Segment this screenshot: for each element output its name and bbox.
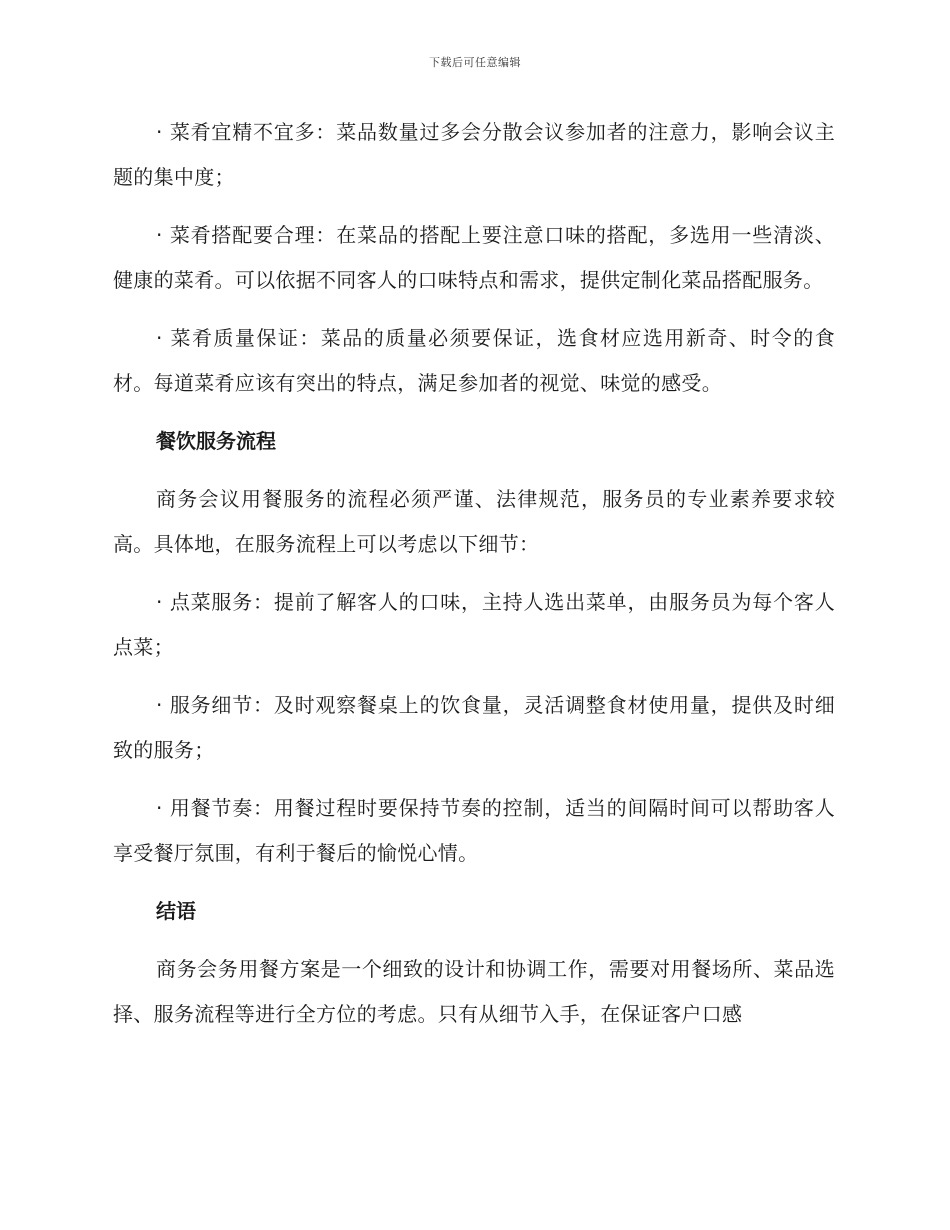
bullet-dishes-quantity: · 菜肴宜精不宜多：菜品数量过多会分散会议参加者的注意力，影响会议主题的集中度； <box>113 120 835 189</box>
conclusion-paragraph: 商务会务用餐方案是一个细致的设计和协调工作，需要对用餐场所、菜品选择、服务流程等进行全方位的考虑。只有从细节入手，在保证客户口感 <box>113 957 835 1026</box>
bullet-service-details: · 服务细节：及时观察餐桌上的饮食量，灵活调整食材使用量，提供及时细致的服务； <box>113 693 835 762</box>
bullet-dishes-pairing: · 菜肴搭配要合理：在菜品的搭配上要注意口味的搭配，多选用一些清淡、健康的菜肴。可以依据不同客人的口味特点和需求，提供定制化菜品搭配服务。 <box>113 223 835 292</box>
section-heading-service: 餐饮服务流程 <box>156 429 276 453</box>
service-intro-paragraph: 商务会议用餐服务的流程必须严谨、法律规范，服务员的专业素养要求较高。具体地，在服务流程上可以考虑以下细节： <box>113 487 835 556</box>
bullet-service-pacing: · 用餐节奏：用餐过程时要保持节奏的控制，适当的间隔时间可以帮助客人享受餐厅氛围，有利于餐后的愉悦心情。 <box>113 796 835 865</box>
bullet-service-ordering: · 点菜服务：提前了解客人的口味，主持人选出菜单，由服务员为每个客人点菜； <box>113 590 835 659</box>
document-body <box>113 110 835 1050</box>
section-heading-conclusion: 结语 <box>156 899 196 923</box>
page-header-note: 下载后可任意编辑 <box>429 56 521 69</box>
bullet-dishes-quality: · 菜肴质量保证：菜品的质量必须要保证，选食材应选用新奇、时令的食材。每道菜肴应该有突出的特点，满足参加者的视觉、味觉的感受。 <box>113 326 835 395</box>
